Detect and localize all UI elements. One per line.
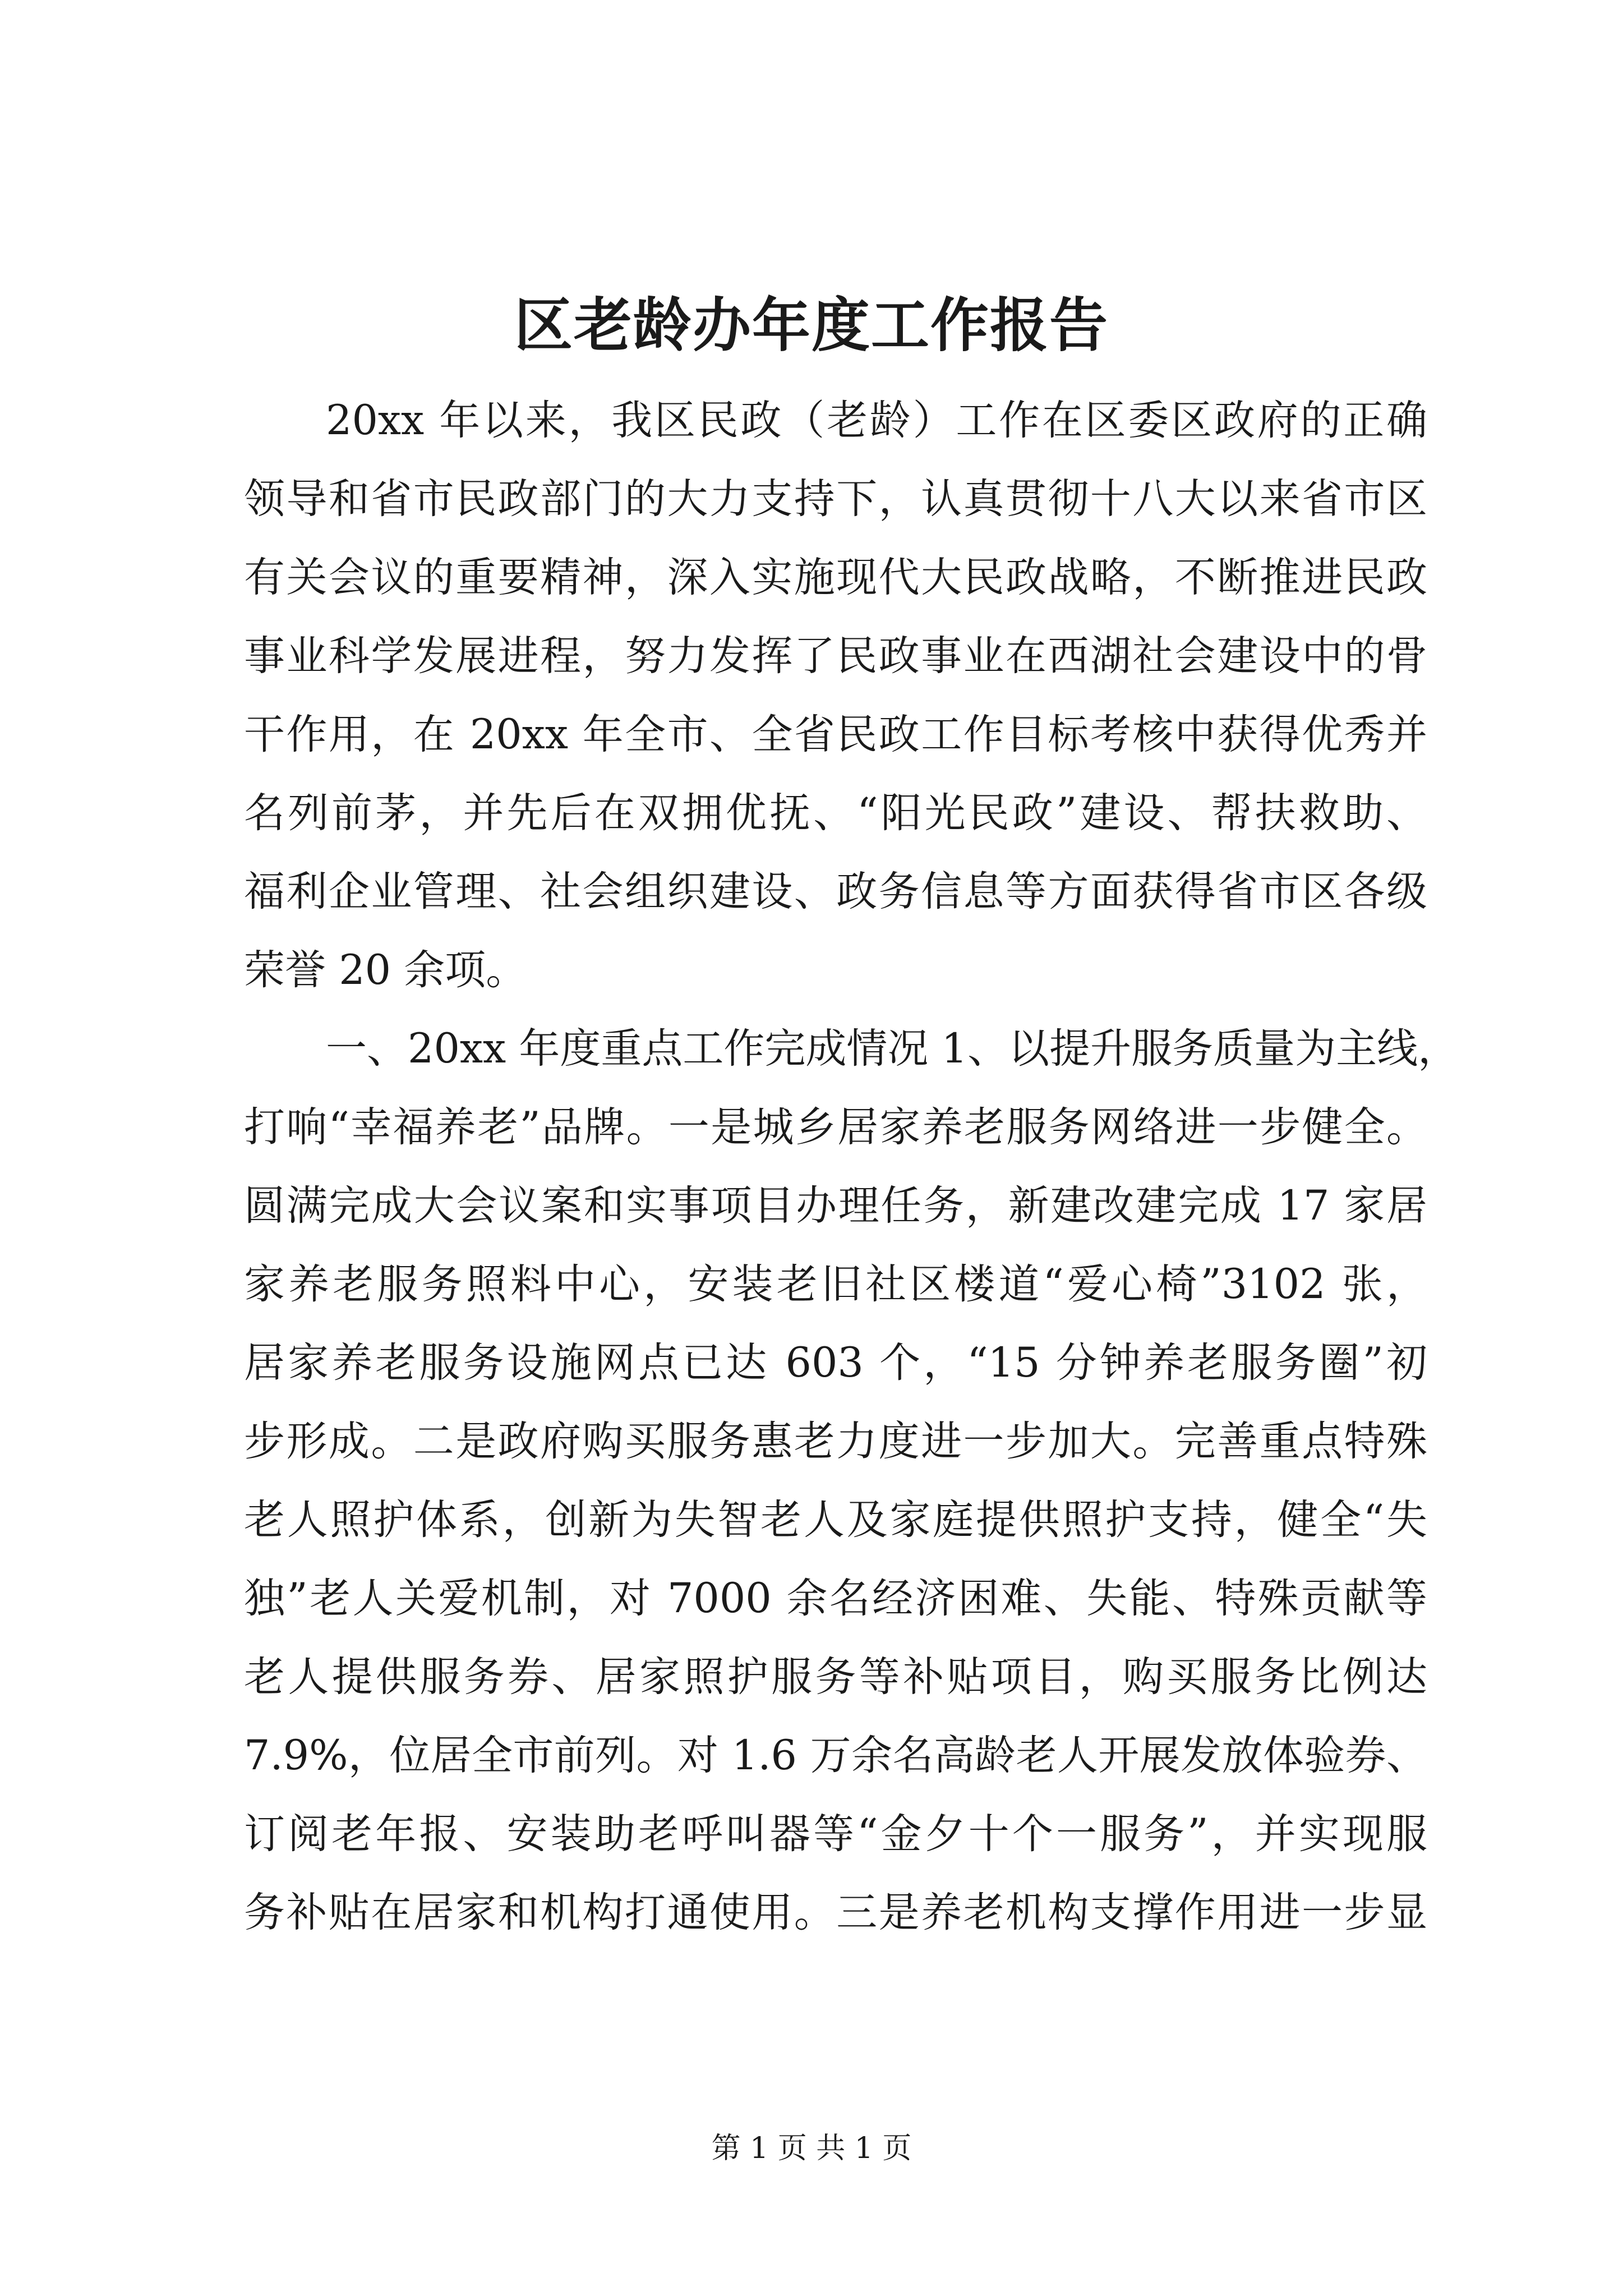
body-line: 干作用，在 20xx 年全市、全省民政工作目标考核中获得优秀并 xyxy=(244,711,1427,758)
body-line: 福利企业管理、社会组织建设、政务信息等方面获得省市区各级 xyxy=(244,868,1427,915)
body-line: 7.9%，位居全市前列。对 1.6 万余名高龄老人开展发放体验券、 xyxy=(244,1732,1427,1779)
body-line: 订阅老年报、安装助老呼叫器等“金夕十个一服务”，并实现服 xyxy=(244,1810,1427,1858)
body-line: 领导和省市民政部门的大力支持下，认真贯彻十八大以来省市区 xyxy=(244,475,1427,523)
body-line: 独”老人关爱机制，对 7000 余名经济困难、失能、特殊贡献等 xyxy=(244,1575,1427,1622)
page-number: 第 1 页 共 1 页 xyxy=(711,2132,912,2165)
body-line: 一、20xx 年度重点工作完成情况 1、以提升服务质量为主线， xyxy=(326,1025,1459,1073)
body-line: 居家养老服务设施网点已达 603 个，“15 分钟养老服务圈”初 xyxy=(244,1339,1427,1387)
body-line: 名列前茅，并先后在双拥优抚、“阳光民政”建设、帮扶救助、 xyxy=(244,789,1427,837)
document-title: 区老龄办年度工作报告 xyxy=(514,291,1109,360)
body-line: 步形成。二是政府购买服务惠老力度进一步加大。完善重点特殊 xyxy=(244,1418,1427,1465)
page-footer xyxy=(0,2126,1623,2171)
body-line: 老人照护体系，创新为失智老人及家庭提供照护支持，健全“失 xyxy=(244,1496,1427,1544)
body-line: 荣誉 20 余项。 xyxy=(244,946,527,994)
document-body xyxy=(244,381,1459,1952)
body-line: 圆满完成大会议案和实事项目办理任务，新建改建完成 17 家居 xyxy=(244,1182,1427,1230)
body-line: 老人提供服务券、居家照护服务等补贴项目，购买服务比例达 xyxy=(244,1653,1427,1701)
body-line: 打响“幸福养老”品牌。一是城乡居家养老服务网络进一步健全。 xyxy=(244,1103,1427,1151)
body-line: 有关会议的重要精神，深入实施现代大民政战略，不断推进民政 xyxy=(244,554,1427,601)
body-line: 务补贴在居家和机构打通使用。三是养老机构支撑作用进一步显 xyxy=(244,1889,1427,1936)
body-line: 家养老服务照料中心，安装老旧社区楼道“爱心椅”3102 张， xyxy=(244,1260,1427,1308)
body-line: 20xx 年以来，我区民政（老龄）工作在区委区政府的正确 xyxy=(326,397,1427,444)
body-line: 事业科学发展进程，努力发挥了民政事业在西湖社会建设中的骨 xyxy=(244,632,1427,680)
